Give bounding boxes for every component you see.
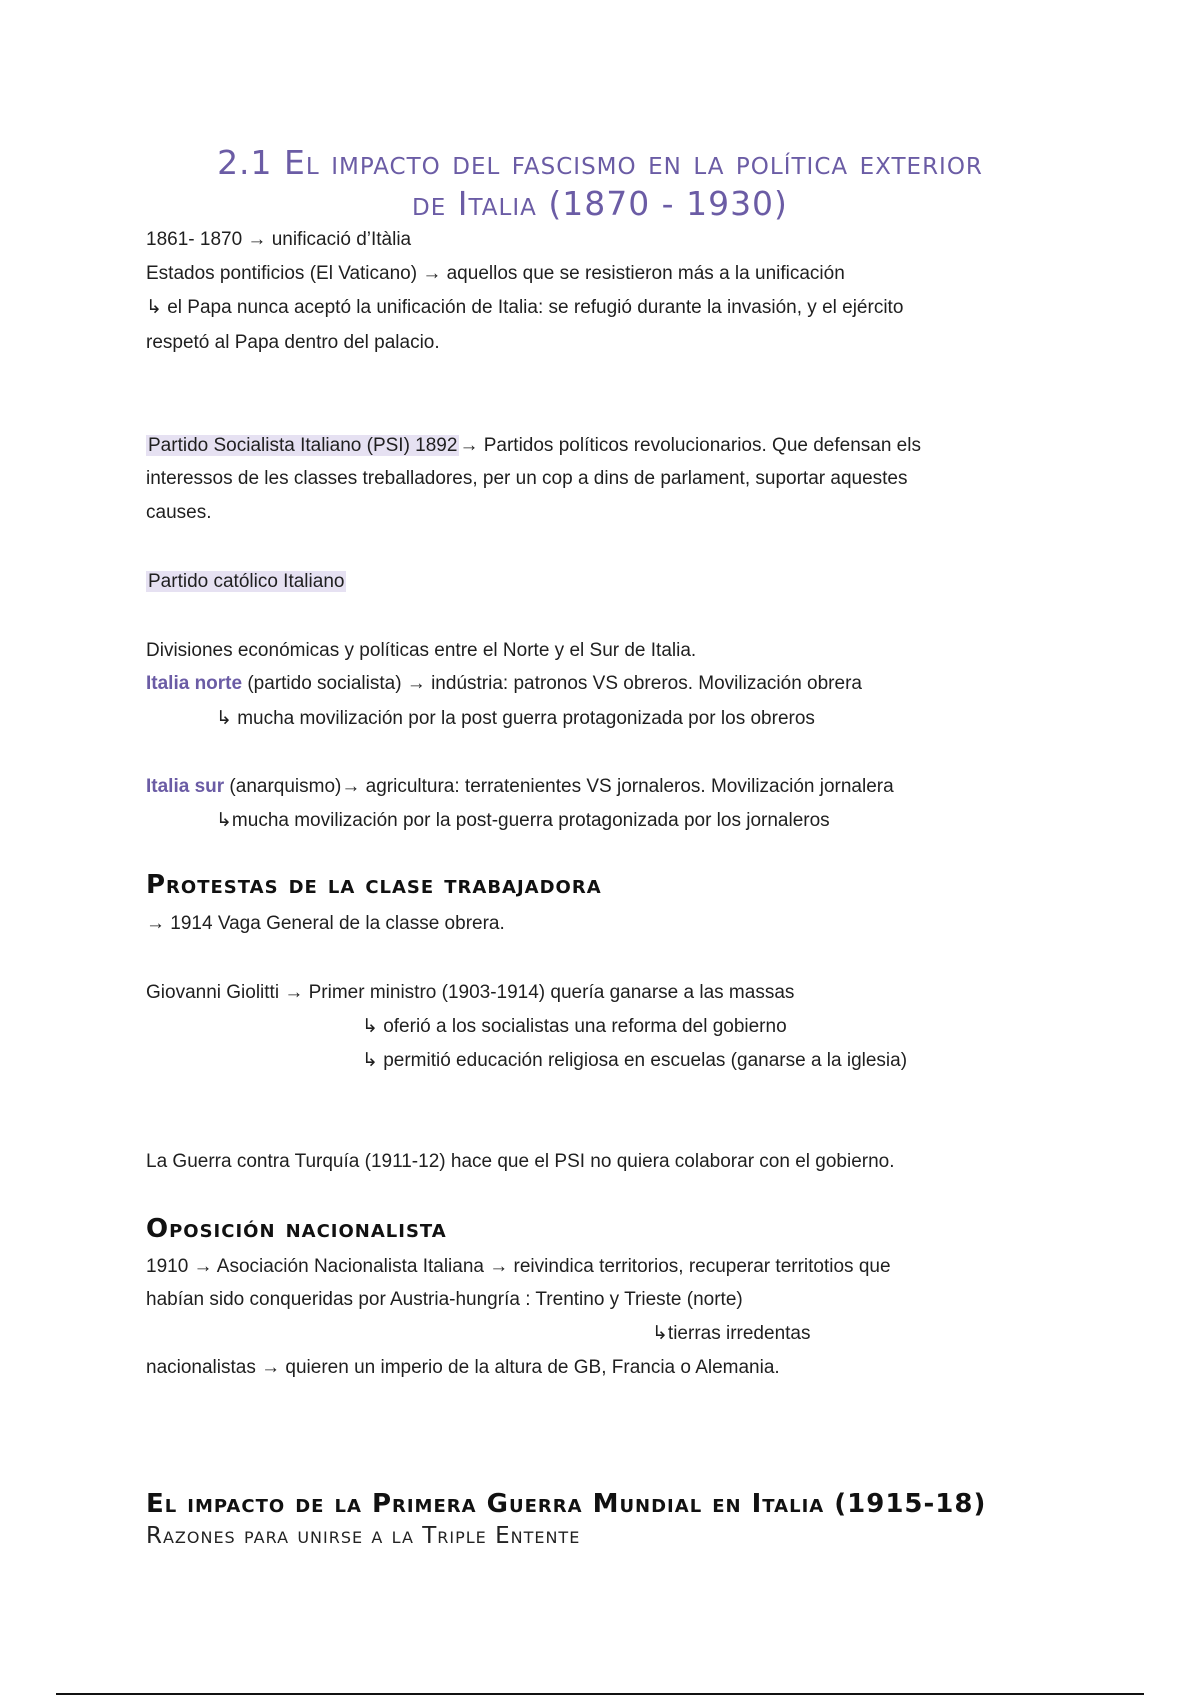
text-line: 1861- 1870 → unificació d’Itàlia (146, 229, 412, 250)
text-line: habían sido conqueridas por Austria-hungría : Trentino y Trieste (norte) (146, 1289, 743, 1310)
page-title-line-1: 2.1 El impacto del fascismo en la política exterior (217, 143, 983, 182)
italia-norte-line (146, 671, 862, 697)
page-bottom-rule (56, 1693, 1144, 1695)
text-line: ↳ mucha movilización por la post guerra protagonizada por los obreros (216, 708, 815, 729)
text-line: ↳ oferió a los socialistas una reforma del gobierno (362, 1016, 787, 1037)
text-line: La Guerra contra Turquía (1911-12) hace que el PSI no quiera colaborar con el gobierno. (146, 1151, 895, 1172)
text-line: Estados pontificios (El Vaticano) → aquellos que se resistieron más a la unificación (146, 263, 845, 284)
catolico-highlight: Partido católico Italiano (148, 571, 345, 592)
psi-highlight: Partido Socialista Italiano (PSI) 1892 (148, 435, 458, 456)
text-line: 1910 → Asociación Nacionalista Italiana → reivindica territorios, recuperar territotios que (146, 1256, 891, 1277)
section-subheading: Razones para unirse a la Triple Entente (146, 1523, 581, 1549)
psi-line (146, 433, 921, 459)
text-line: ↳mucha movilización por la post-guerra protagonizada por los jornaleros (216, 810, 830, 831)
italia-sur-description: (anarquismo)→ agricultura: terratenientes VS jornaleros. Movilización jornalera (224, 776, 894, 797)
italia-sur-line (146, 774, 894, 800)
text-line: ↳ el Papa nunca aceptó la unificación de Italia: se refugió durante la invasión, y el ejército (146, 297, 904, 318)
section-heading-impacto: El impacto de la Primera Guerra Mundial en Italia (1915-18) (146, 1489, 987, 1519)
text-line: ↳ permitió educación religiosa en escuelas (ganarse a la iglesia) (362, 1050, 908, 1071)
text-line: nacionalistas → quieren un imperio de la altura de GB, Francia o Alemania. (146, 1357, 780, 1378)
text-line: Giovanni Giolitti → Primer ministro (1903-1914) quería ganarse a las massas (146, 982, 795, 1003)
catolico-line (146, 569, 346, 595)
italia-norte-description: (partido socialista) → indústria: patronos VS obreros. Movilización obrera (242, 673, 862, 694)
text-line: causes. (146, 502, 212, 523)
italia-sur-label: Italia sur (146, 776, 225, 797)
page-title-line-2: de Italia (1870 - 1930) (412, 184, 788, 223)
section-heading-protestas: Protestas de la clase trabajadora (146, 870, 602, 900)
section-heading-oposicion: Oposición nacionalista (146, 1214, 447, 1244)
text-line: ↳tierras irredentas (652, 1323, 811, 1344)
text-line: interessos de les classes treballadores, per un cop a dins de parlament, suportar aquestes (146, 468, 908, 489)
psi-description: → Partidos políticos revolucionarios. Que defensan els (459, 435, 921, 456)
text-line: → 1914 Vaga General de la classe obrera. (146, 913, 505, 934)
italia-norte-label: Italia norte (146, 673, 243, 694)
text-line: Divisiones económicas y políticas entre el Norte y el Sur de Italia. (146, 640, 697, 661)
text-line: respetó al Papa dentro del palacio. (146, 332, 440, 353)
